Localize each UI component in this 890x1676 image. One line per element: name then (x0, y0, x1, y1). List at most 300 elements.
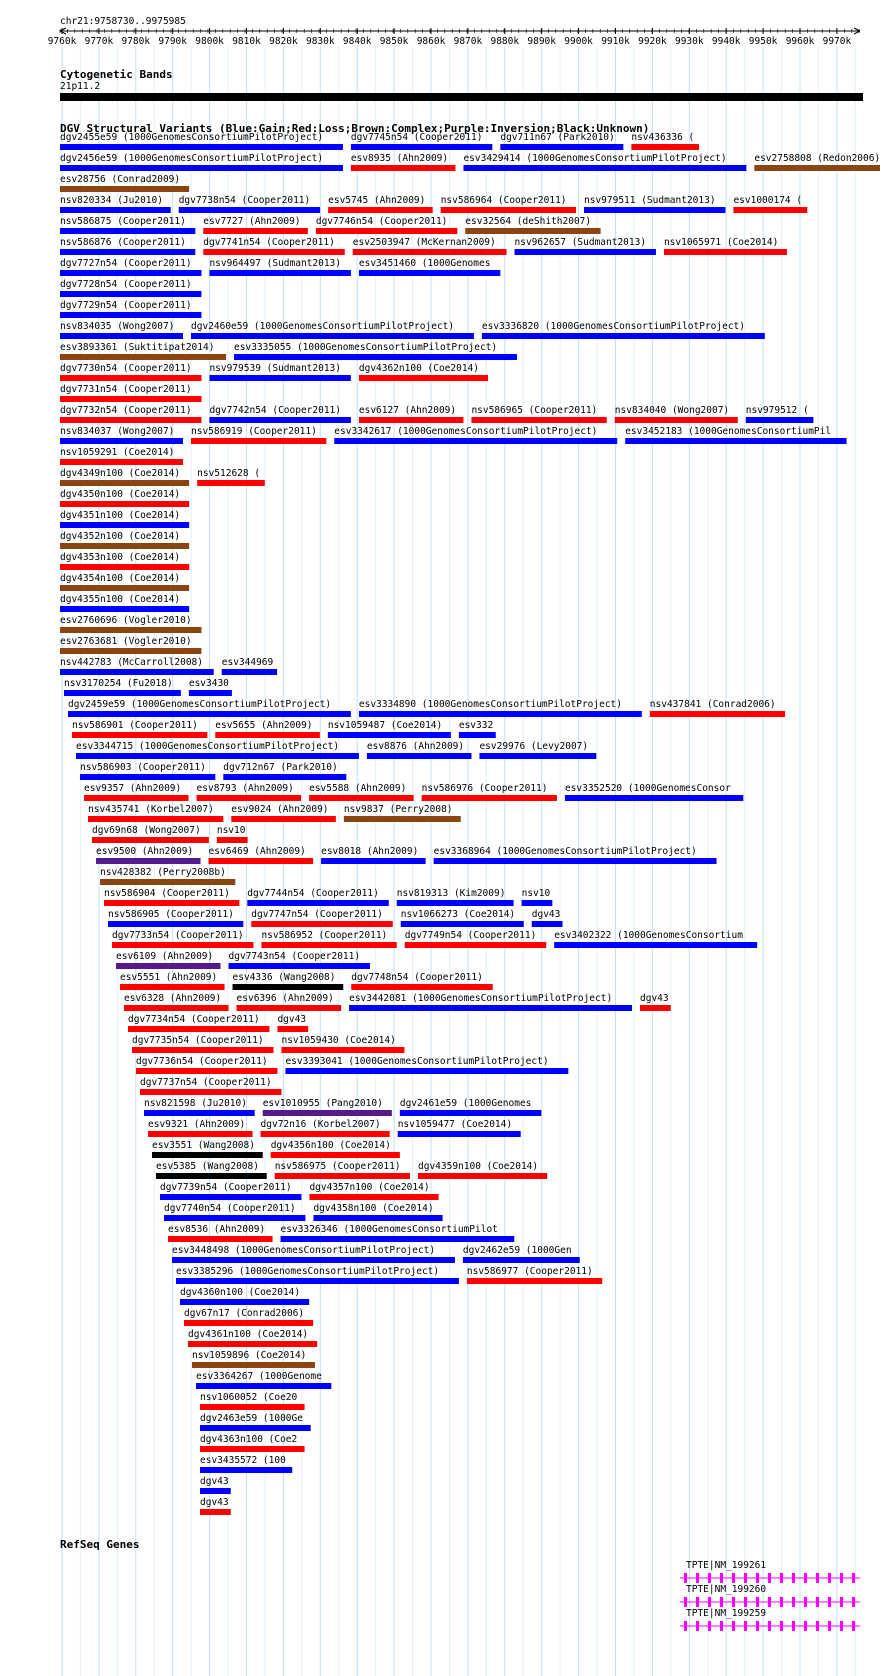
refseq-gene[interactable] (680, 1584, 860, 1607)
variant-feature[interactable] (215, 720, 320, 738)
variant-feature[interactable] (203, 216, 308, 234)
variant-bar[interactable] (631, 144, 699, 150)
variant-feature[interactable] (76, 741, 359, 759)
variant-feature[interactable] (196, 1371, 331, 1389)
variant-feature[interactable] (281, 1224, 515, 1242)
variant-bar[interactable] (209, 417, 350, 423)
variant-feature[interactable] (100, 867, 235, 885)
variant-feature[interactable] (180, 1287, 309, 1305)
variant-bar[interactable] (434, 858, 717, 864)
variant-feature[interactable] (434, 846, 717, 864)
variant-bar[interactable] (309, 795, 414, 801)
variant-feature[interactable] (164, 1203, 305, 1221)
variant-bar[interactable] (271, 1152, 400, 1158)
variant-feature[interactable] (281, 1035, 404, 1053)
variant-bar[interactable] (72, 732, 207, 738)
variant-bar[interactable] (223, 774, 346, 780)
variant-feature[interactable] (197, 468, 265, 486)
refseq-gene[interactable] (680, 1560, 860, 1583)
variant-bar[interactable] (281, 1047, 404, 1053)
variant-bar[interactable] (60, 228, 195, 234)
variant-bar[interactable] (229, 963, 370, 969)
variant-feature[interactable] (261, 930, 396, 948)
variant-bar[interactable] (471, 417, 606, 423)
variant-bar[interactable] (479, 753, 596, 759)
variant-feature[interactable] (515, 237, 656, 255)
variant-feature[interactable] (482, 321, 765, 339)
variant-bar[interactable] (351, 144, 492, 150)
variant-feature[interactable] (96, 846, 201, 864)
variant-bar[interactable] (640, 1005, 671, 1011)
variant-bar[interactable] (96, 858, 201, 864)
variant-feature[interactable] (191, 426, 326, 444)
variant-bar[interactable] (398, 1131, 521, 1137)
variant-bar[interactable] (144, 1110, 255, 1116)
variant-bar[interactable] (754, 165, 880, 171)
variant-feature[interactable] (60, 657, 214, 675)
variant-feature[interactable] (467, 1266, 602, 1284)
variant-bar[interactable] (321, 858, 426, 864)
variant-bar[interactable] (650, 711, 785, 717)
variant-feature[interactable] (400, 1098, 541, 1116)
variant-bar[interactable] (108, 921, 243, 927)
variant-feature[interactable] (188, 1329, 317, 1347)
variant-bar[interactable] (275, 1173, 410, 1179)
variant-feature[interactable] (664, 237, 787, 255)
variant-feature[interactable] (92, 825, 209, 843)
variant-bar[interactable] (313, 1215, 442, 1221)
variant-feature[interactable] (733, 195, 807, 213)
variant-bar[interactable] (120, 984, 225, 990)
variant-bar[interactable] (463, 165, 746, 171)
variant-bar[interactable] (76, 753, 359, 759)
variant-feature[interactable] (72, 720, 207, 738)
variant-feature[interactable] (60, 321, 183, 339)
variant-bar[interactable] (465, 228, 600, 234)
variant-feature[interactable] (60, 552, 189, 570)
variant-bar[interactable] (522, 900, 553, 906)
variant-feature[interactable] (60, 489, 189, 507)
variant-feature[interactable] (271, 1140, 400, 1158)
variant-bar[interactable] (132, 1047, 273, 1053)
variant-bar[interactable] (200, 1446, 305, 1452)
variant-bar[interactable] (179, 207, 320, 213)
variant-bar[interactable] (359, 375, 488, 381)
variant-bar[interactable] (60, 249, 195, 255)
variant-bar[interactable] (263, 1110, 392, 1116)
variant-feature[interactable] (223, 762, 346, 780)
variant-bar[interactable] (60, 522, 189, 528)
variant-bar[interactable] (60, 501, 189, 507)
variant-feature[interactable] (251, 909, 392, 927)
variant-feature[interactable] (209, 363, 350, 381)
variant-bar[interactable] (328, 207, 433, 213)
variant-feature[interactable] (60, 426, 183, 444)
variant-bar[interactable] (344, 816, 461, 822)
variant-feature[interactable] (231, 804, 336, 822)
variant-bar[interactable] (191, 333, 474, 339)
variant-bar[interactable] (140, 1089, 281, 1095)
variant-bar[interactable] (261, 942, 396, 948)
variant-bar[interactable] (60, 270, 201, 276)
variant-feature[interactable] (80, 762, 215, 780)
variant-bar[interactable] (203, 228, 308, 234)
variant-feature[interactable] (334, 426, 617, 444)
variant-bar[interactable] (60, 585, 189, 591)
variant-feature[interactable] (68, 699, 351, 717)
variant-bar[interactable] (60, 165, 343, 171)
variant-bar[interactable] (209, 375, 350, 381)
variant-feature[interactable] (328, 195, 433, 213)
variant-bar[interactable] (200, 1425, 311, 1431)
variant-bar[interactable] (189, 690, 232, 696)
variant-feature[interactable] (156, 1161, 267, 1179)
variant-bar[interactable] (60, 312, 201, 318)
variant-feature[interactable] (459, 720, 496, 738)
variant-bar[interactable] (231, 816, 336, 822)
variant-bar[interactable] (64, 690, 181, 696)
variant-bar[interactable] (164, 1215, 305, 1221)
variant-bar[interactable] (482, 333, 765, 339)
variant-feature[interactable] (148, 1119, 253, 1137)
variant-bar[interactable] (351, 984, 492, 990)
variant-bar[interactable] (160, 1194, 301, 1200)
variant-bar[interactable] (261, 1131, 390, 1137)
variant-feature[interactable] (200, 1413, 311, 1431)
variant-feature[interactable] (197, 783, 302, 801)
variant-feature[interactable] (351, 132, 492, 150)
variant-feature[interactable] (401, 909, 524, 927)
variant-bar[interactable] (233, 984, 344, 990)
variant-bar[interactable] (60, 375, 201, 381)
variant-bar[interactable] (112, 942, 253, 948)
variant-bar[interactable] (234, 354, 517, 360)
variant-bar[interactable] (60, 291, 201, 297)
variant-feature[interactable] (263, 1098, 392, 1116)
cytoband-bar[interactable] (60, 93, 863, 101)
variant-bar[interactable] (418, 1173, 547, 1179)
variant-bar[interactable] (124, 1005, 229, 1011)
variant-bar[interactable] (467, 1278, 602, 1284)
variant-bar[interactable] (60, 648, 201, 654)
variant-feature[interactable] (60, 636, 201, 654)
variant-bar[interactable] (247, 900, 388, 906)
variant-bar[interactable] (281, 1236, 515, 1242)
variant-bar[interactable] (353, 249, 507, 255)
variant-feature[interactable] (84, 783, 189, 801)
variant-bar[interactable] (515, 249, 656, 255)
variant-feature[interactable] (160, 1182, 301, 1200)
variant-feature[interactable] (351, 153, 456, 171)
variant-feature[interactable] (522, 888, 553, 906)
variant-feature[interactable] (60, 279, 201, 297)
variant-bar[interactable] (200, 1404, 305, 1410)
variant-feature[interactable] (176, 1266, 459, 1284)
variant-bar[interactable] (60, 207, 171, 213)
variant-feature[interactable] (229, 951, 370, 969)
variant-feature[interactable] (60, 237, 195, 255)
variant-feature[interactable] (359, 405, 464, 423)
variant-bar[interactable] (60, 396, 201, 402)
variant-bar[interactable] (188, 1341, 317, 1347)
variant-bar[interactable] (334, 438, 617, 444)
variant-bar[interactable] (60, 564, 189, 570)
variant-feature[interactable] (60, 216, 195, 234)
variant-feature[interactable] (309, 1182, 438, 1200)
variant-bar[interactable] (152, 1152, 263, 1158)
variant-bar[interactable] (328, 732, 451, 738)
variant-feature[interactable] (128, 1014, 269, 1032)
variant-bar[interactable] (625, 438, 846, 444)
variant-bar[interactable] (277, 1026, 308, 1032)
variant-feature[interactable] (192, 1350, 315, 1368)
variant-feature[interactable] (471, 405, 606, 423)
variant-bar[interactable] (615, 417, 738, 423)
variant-bar[interactable] (196, 1383, 331, 1389)
variant-bar[interactable] (68, 711, 351, 717)
variant-feature[interactable] (234, 342, 517, 360)
variant-feature[interactable] (144, 1098, 255, 1116)
variant-bar[interactable] (401, 921, 524, 927)
variant-feature[interactable] (316, 216, 457, 234)
variant-feature[interactable] (275, 1161, 410, 1179)
variant-feature[interactable] (60, 615, 201, 633)
variant-feature[interactable] (209, 258, 350, 276)
variant-bar[interactable] (359, 270, 500, 276)
variant-bar[interactable] (203, 249, 344, 255)
variant-feature[interactable] (359, 258, 500, 276)
variant-feature[interactable] (60, 174, 189, 192)
refseq-gene[interactable] (680, 1608, 860, 1631)
variant-feature[interactable] (233, 972, 344, 990)
variant-feature[interactable] (60, 258, 201, 276)
variant-feature[interactable] (88, 804, 223, 822)
variant-bar[interactable] (116, 963, 221, 969)
variant-bar[interactable] (222, 669, 277, 675)
variant-feature[interactable] (615, 405, 738, 423)
variant-feature[interactable] (359, 363, 488, 381)
variant-bar[interactable] (500, 144, 623, 150)
variant-feature[interactable] (650, 699, 785, 717)
variant-feature[interactable] (532, 909, 563, 927)
variant-bar[interactable] (664, 249, 787, 255)
variant-feature[interactable] (351, 972, 492, 990)
variant-bar[interactable] (733, 207, 807, 213)
variant-feature[interactable] (172, 1245, 455, 1263)
variant-bar[interactable] (192, 1362, 315, 1368)
variant-bar[interactable] (217, 837, 248, 843)
variant-feature[interactable] (746, 405, 814, 423)
variant-feature[interactable] (124, 993, 229, 1011)
variant-bar[interactable] (367, 753, 472, 759)
variant-bar[interactable] (148, 1131, 253, 1137)
variant-bar[interactable] (316, 228, 457, 234)
variant-bar[interactable] (60, 417, 201, 423)
variant-feature[interactable] (640, 993, 671, 1011)
variant-feature[interactable] (313, 1203, 442, 1221)
variant-feature[interactable] (60, 342, 226, 360)
variant-feature[interactable] (168, 1224, 273, 1242)
variant-feature[interactable] (754, 153, 880, 171)
variant-bar[interactable] (60, 459, 183, 465)
variant-feature[interactable] (277, 1014, 308, 1032)
variant-bar[interactable] (209, 858, 314, 864)
variant-bar[interactable] (168, 1236, 273, 1242)
variant-bar[interactable] (60, 354, 226, 360)
variant-bar[interactable] (285, 1068, 568, 1074)
variant-feature[interactable] (200, 1434, 305, 1452)
variant-feature[interactable] (120, 972, 225, 990)
variant-feature[interactable] (200, 1455, 292, 1473)
variant-bar[interactable] (532, 921, 563, 927)
variant-feature[interactable] (222, 657, 277, 675)
variant-bar[interactable] (422, 795, 557, 801)
variant-feature[interactable] (152, 1140, 263, 1158)
variant-bar[interactable] (176, 1278, 459, 1284)
variant-feature[interactable] (60, 132, 343, 150)
variant-feature[interactable] (203, 237, 344, 255)
variant-bar[interactable] (200, 1467, 292, 1473)
variant-feature[interactable] (349, 993, 632, 1011)
variant-feature[interactable] (285, 1056, 568, 1074)
variant-bar[interactable] (565, 795, 743, 801)
variant-bar[interactable] (88, 816, 223, 822)
variant-feature[interactable] (631, 132, 699, 150)
variant-bar[interactable] (359, 417, 464, 423)
variant-feature[interactable] (60, 300, 201, 318)
variant-bar[interactable] (184, 1320, 313, 1326)
variant-feature[interactable] (237, 993, 342, 1011)
variant-feature[interactable] (184, 1308, 313, 1326)
variant-feature[interactable] (191, 321, 474, 339)
variant-feature[interactable] (422, 783, 557, 801)
variant-feature[interactable] (64, 678, 181, 696)
variant-feature[interactable] (500, 132, 623, 150)
variant-bar[interactable] (397, 900, 514, 906)
variant-feature[interactable] (60, 153, 343, 171)
variant-feature[interactable] (463, 1245, 580, 1263)
variant-bar[interactable] (100, 879, 235, 885)
variant-feature[interactable] (463, 153, 746, 171)
variant-feature[interactable] (247, 888, 388, 906)
variant-bar[interactable] (197, 795, 302, 801)
variant-feature[interactable] (60, 195, 171, 213)
variant-feature[interactable] (112, 930, 253, 948)
variant-bar[interactable] (554, 942, 757, 948)
variant-bar[interactable] (60, 480, 189, 486)
variant-feature[interactable] (367, 741, 472, 759)
variant-bar[interactable] (60, 669, 214, 675)
variant-feature[interactable] (328, 720, 451, 738)
variant-bar[interactable] (463, 1257, 580, 1263)
variant-bar[interactable] (251, 921, 392, 927)
variant-feature[interactable] (179, 195, 320, 213)
variant-feature[interactable] (60, 594, 189, 612)
variant-bar[interactable] (128, 1026, 269, 1032)
variant-bar[interactable] (351, 165, 456, 171)
variant-bar[interactable] (400, 1110, 541, 1116)
variant-feature[interactable] (104, 888, 239, 906)
variant-feature[interactable] (116, 951, 221, 969)
variant-bar[interactable] (237, 1005, 342, 1011)
variant-feature[interactable] (625, 426, 846, 444)
variant-feature[interactable] (189, 678, 232, 696)
variant-bar[interactable] (172, 1257, 455, 1263)
variant-bar[interactable] (136, 1068, 277, 1074)
variant-bar[interactable] (60, 627, 201, 633)
variant-feature[interactable] (200, 1392, 305, 1410)
variant-feature[interactable] (60, 573, 189, 591)
variant-feature[interactable] (353, 237, 507, 255)
variant-feature[interactable] (209, 846, 314, 864)
variant-bar[interactable] (459, 732, 496, 738)
variant-bar[interactable] (80, 774, 215, 780)
variant-feature[interactable] (321, 846, 426, 864)
variant-feature[interactable] (584, 195, 725, 213)
variant-bar[interactable] (584, 207, 725, 213)
variant-feature[interactable] (132, 1035, 273, 1053)
variant-bar[interactable] (191, 438, 326, 444)
variant-feature[interactable] (60, 405, 201, 423)
variant-bar[interactable] (309, 1194, 438, 1200)
variant-bar[interactable] (180, 1299, 309, 1305)
variant-bar[interactable] (92, 837, 209, 843)
variant-feature[interactable] (200, 1497, 231, 1515)
variant-feature[interactable] (108, 909, 243, 927)
variant-feature[interactable] (60, 363, 201, 381)
variant-feature[interactable] (398, 1119, 521, 1137)
variant-feature[interactable] (60, 447, 183, 465)
variant-feature[interactable] (136, 1056, 277, 1074)
variant-feature[interactable] (418, 1161, 547, 1179)
variant-bar[interactable] (215, 732, 320, 738)
variant-feature[interactable] (405, 930, 546, 948)
variant-bar[interactable] (60, 543, 189, 549)
variant-bar[interactable] (60, 144, 343, 150)
variant-feature[interactable] (397, 888, 514, 906)
variant-feature[interactable] (344, 804, 461, 822)
variant-feature[interactable] (200, 1476, 231, 1494)
variant-bar[interactable] (746, 417, 814, 423)
variant-feature[interactable] (140, 1077, 281, 1095)
variant-feature[interactable] (209, 405, 350, 423)
variant-feature[interactable] (60, 510, 189, 528)
variant-bar[interactable] (200, 1509, 231, 1515)
variant-feature[interactable] (261, 1119, 390, 1137)
variant-feature[interactable] (60, 384, 201, 402)
variant-feature[interactable] (60, 468, 189, 486)
variant-bar[interactable] (349, 1005, 632, 1011)
variant-feature[interactable] (60, 531, 189, 549)
variant-bar[interactable] (156, 1173, 267, 1179)
variant-bar[interactable] (60, 333, 183, 339)
variant-bar[interactable] (359, 711, 642, 717)
variant-bar[interactable] (84, 795, 189, 801)
variant-bar[interactable] (197, 480, 265, 486)
variant-bar[interactable] (200, 1488, 231, 1494)
variant-feature[interactable] (359, 699, 642, 717)
variant-bar[interactable] (209, 270, 350, 276)
variant-bar[interactable] (104, 900, 239, 906)
variant-bar[interactable] (60, 606, 189, 612)
variant-feature[interactable] (309, 783, 414, 801)
variant-bar[interactable] (441, 207, 576, 213)
variant-bar[interactable] (60, 186, 189, 192)
variant-bar[interactable] (405, 942, 546, 948)
variant-feature[interactable] (554, 930, 757, 948)
variant-feature[interactable] (479, 741, 596, 759)
variant-feature[interactable] (465, 216, 600, 234)
